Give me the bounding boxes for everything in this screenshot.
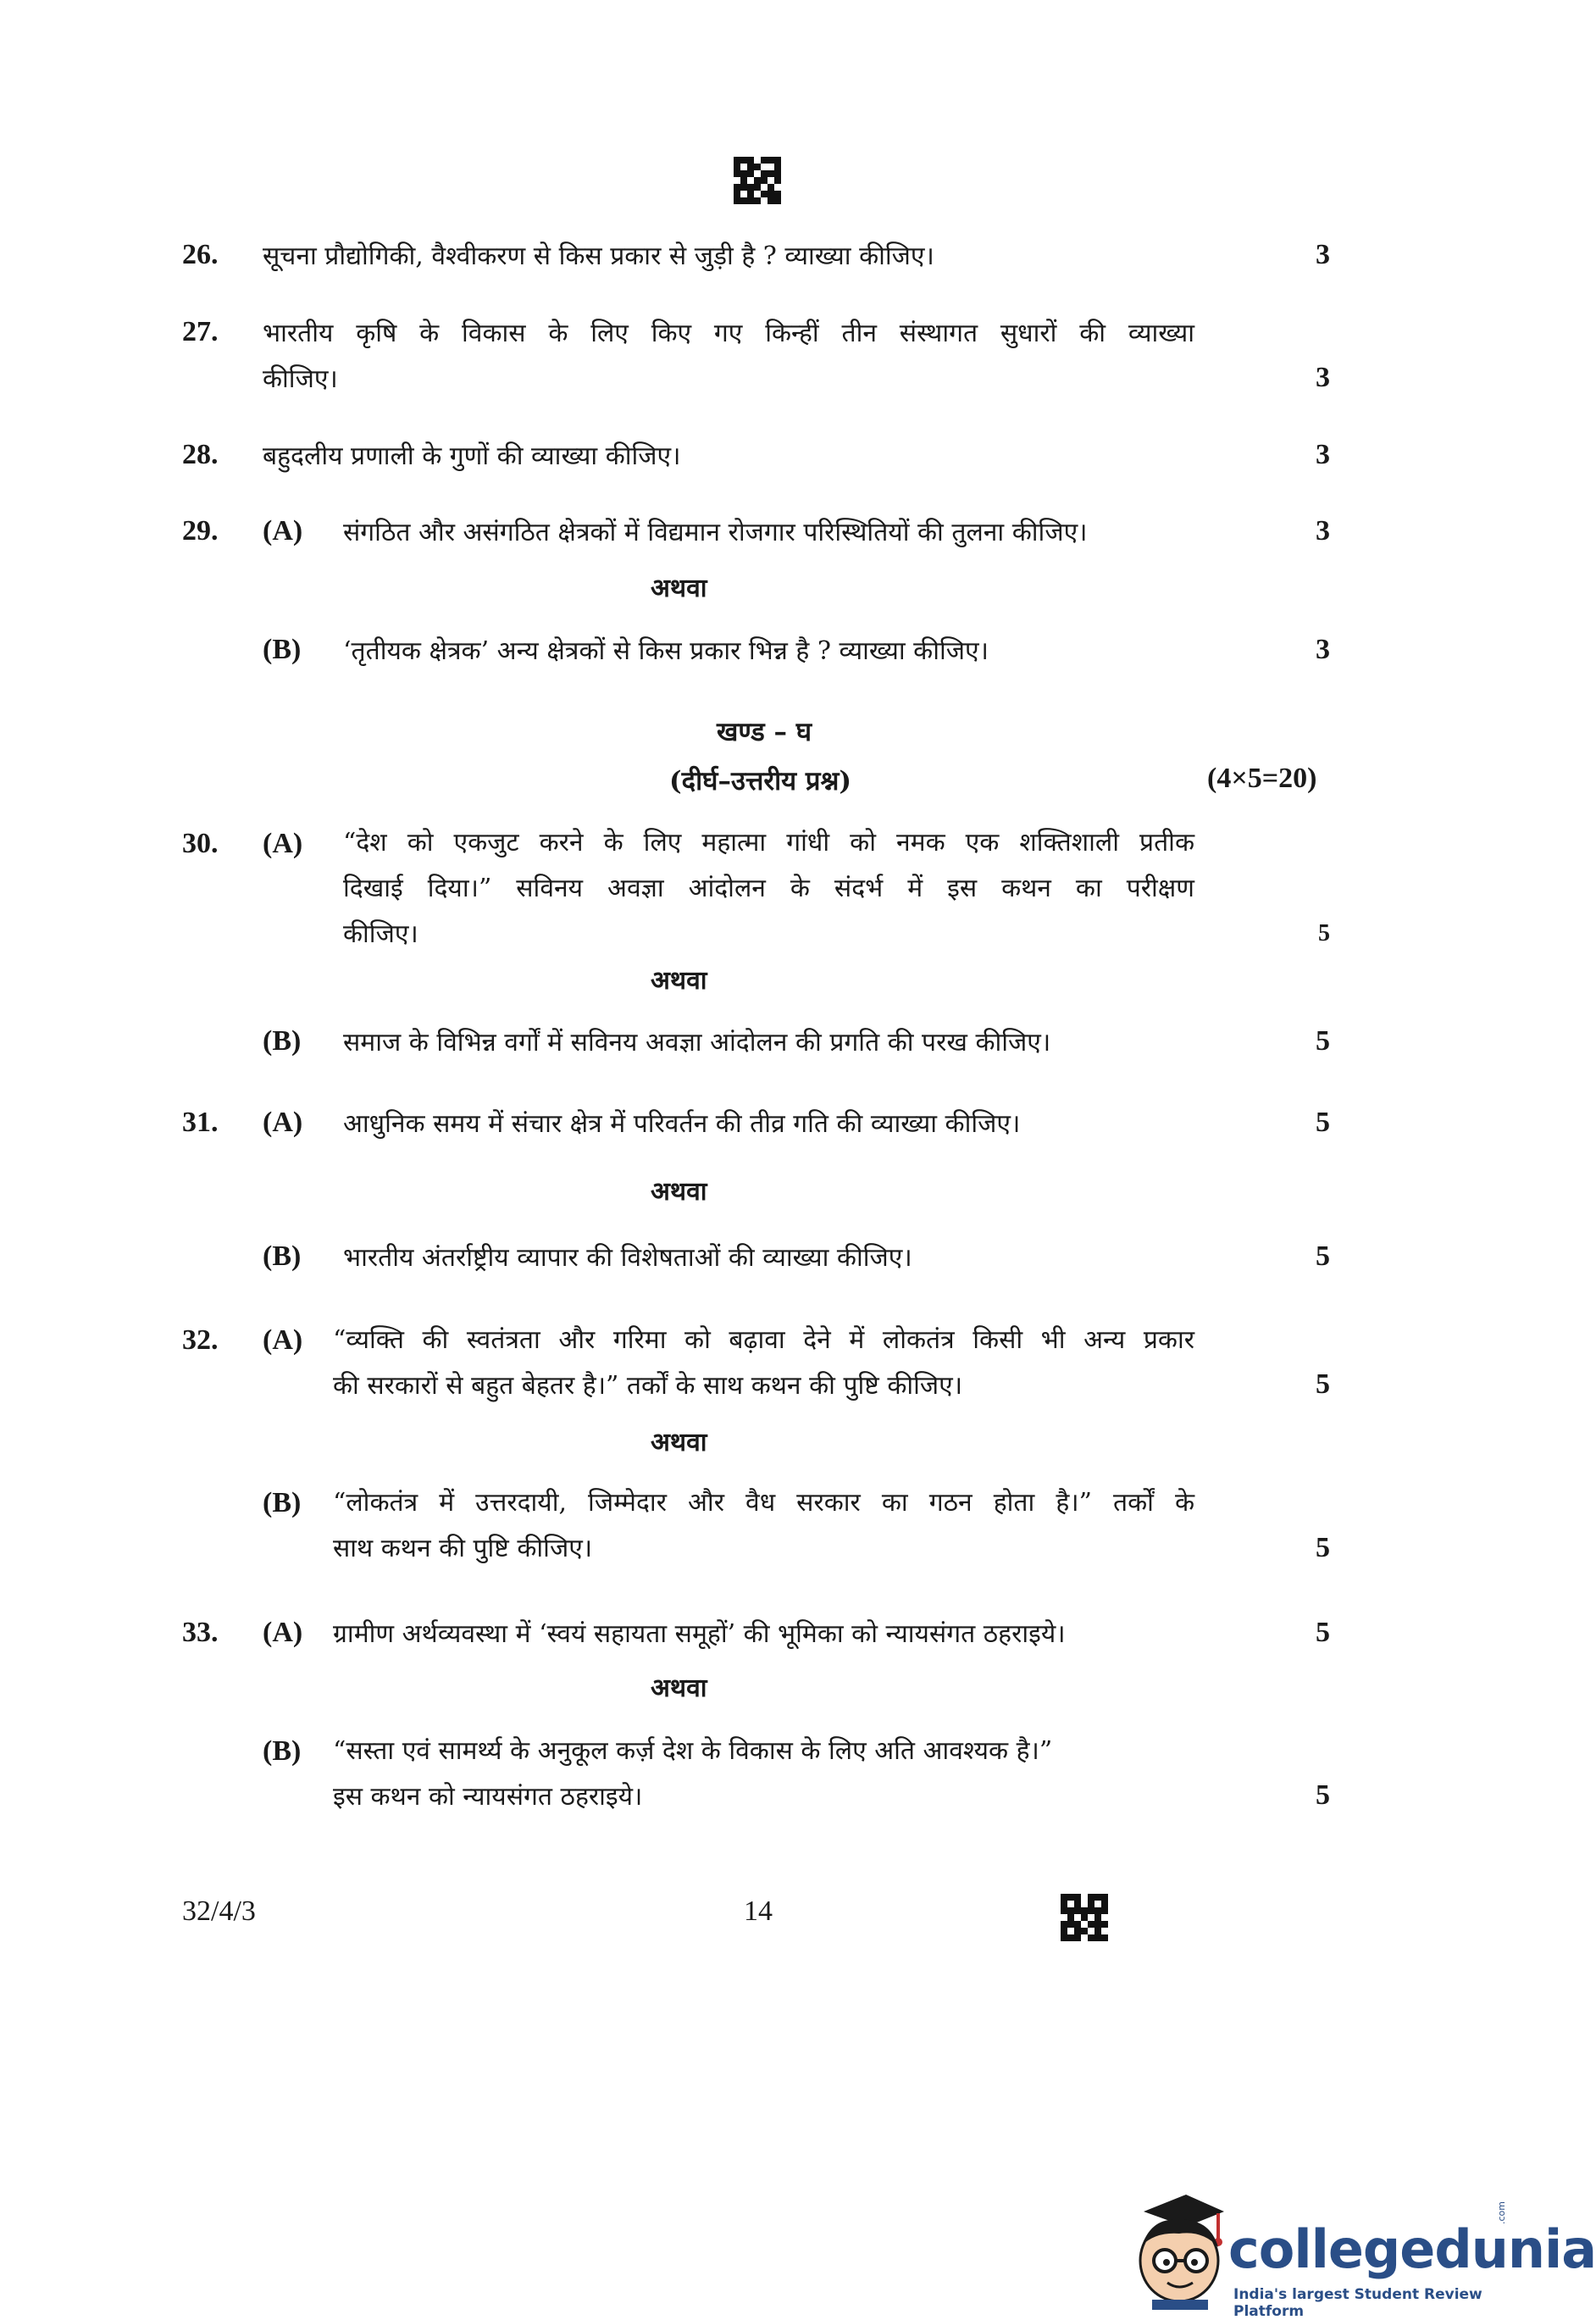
question-marks: 5 [1316,1779,1330,1811]
question-marks: 5 [1316,1617,1330,1648]
question-number: 33. [182,1617,219,1648]
question-marks: 5 [1316,1240,1330,1272]
or-separator: अथवा [651,574,707,603]
option-text [333,1318,1194,1409]
question-marks: 3 [1316,439,1330,470]
brand-logo [1118,2186,1228,2310]
option-text: ग्रामीण अर्थव्यवस्था में ‘स्वयं सहायता समूहों’ की भूमिका को न्यायसंगत ठहराइये। [333,1619,1066,1649]
or-separator: अथवा [651,1428,707,1457]
question-marks: 3 [1316,634,1330,665]
qr-code-top [734,157,781,204]
brand-domain: .com [1496,2201,1507,2224]
question-marks: 5 [1316,1107,1330,1138]
option-text-line: “लोकतंत्र में उत्तरदायी, जिम्मेदार और वैध सरकार का गठन होता है।” तर्कों के [333,1488,1194,1518]
option-text-line: इस कथन को न्यायसंगत ठहराइये। [333,1782,643,1812]
option-text: भारतीय अंतर्राष्ट्रीय व्यापार की विशेषताओं की व्याख्या कीजिए। [343,1243,912,1273]
question-marks: 3 [1316,239,1330,270]
question-number: 32. [182,1324,219,1356]
or-separator: अथवा [651,966,707,996]
option-text-line: दिखाई दिया।” सविनय अवज्ञा आंदोलन के संदर्भ में इस कथन का परीक्षण [343,874,1194,903]
question-marks: 5 [1316,1532,1330,1563]
page-number: 14 [744,1895,773,1927]
option-label: (A) [263,1617,303,1648]
option-text [333,1480,1194,1572]
option-text-line: साथ कथन की पुष्टि कीजिए। [333,1534,593,1563]
option-text: संगठित और असंगठित क्षेत्रकों में विद्यमान रोजगार परिस्थितियों की तुलना कीजिए। [343,518,1088,547]
option-label: (A) [263,1107,303,1138]
option-label: (B) [263,1025,302,1057]
option-text: समाज के विभिन्न वर्गों में सविनय अवज्ञा आंदोलन की प्रगति की परख कीजिए। [343,1028,1051,1057]
section-title: खण्ड – घ [717,717,812,747]
question-marks: 3 [1316,515,1330,547]
option-label: (B) [263,1240,302,1272]
question-text-line: भारतीय कृषि के विकास के लिए किए गए किन्हीं तीन संस्थागत सुधारों की व्याख्या [263,319,1194,348]
option-label: (B) [263,1735,302,1767]
question-text: बहुदलीय प्रणाली के गुणों की व्याख्या कीजिए। [263,441,681,471]
or-separator: अथवा [651,1177,707,1207]
option-text-line: “देश को एकजुट करने के लिए महात्मा गांधी को नमक एक शक्तिशाली प्रतीक [343,828,1194,858]
question-number: 27. [182,316,219,347]
or-separator: अथवा [651,1673,707,1703]
qr-code-bottom [1061,1894,1108,1941]
question-number: 29. [182,515,219,547]
question-marks: 5 [1316,1025,1330,1057]
option-text: आधुनिक समय में संचार क्षेत्र में परिवर्तन की तीव्र गति की व्याख्या कीजिए। [343,1109,1021,1139]
option-text: ‘तृतीयक क्षेत्रक’ अन्य क्षेत्रकों से किस प्रकार भिन्न है ? व्याख्या कीजिए। [343,636,989,666]
option-text-line: कीजिए। [343,919,418,949]
option-label: (A) [263,515,303,547]
question-number: 26. [182,239,219,270]
question-text-line: कीजिए। [263,364,338,394]
option-label: (A) [263,828,303,859]
question-text: सूचना प्रौद्योगिकी, वैश्वीकरण से किस प्रकार से जुड़ी है ? व्याख्या कीजिए। [263,241,934,271]
question-number: 28. [182,439,219,470]
option-text [333,1729,1194,1820]
option-text [343,820,1194,957]
option-text-line: “सस्ता एवं सामर्थ्य के अनुकूल कर्ज़ देश के विकास के लिए अति आवश्यक है।” [333,1736,1053,1766]
brand-name: collegedunia [1228,2218,1596,2280]
section-subtitle: (दीर्घ–उत्तरीय प्रश्न) [669,766,852,796]
brand-tagline: India's largest Student Review Platform [1233,2286,1482,2320]
option-text-line: “व्यक्ति की स्वतंत्रता और गरिमा को बढ़ावा देने में लोकतंत्र किसी भी अन्य प्रकार [333,1325,1194,1355]
option-label: (A) [263,1324,303,1356]
section-marks: (4×5=20) [1207,763,1317,794]
question-number: 31. [182,1107,219,1138]
question-marks: 5 [1316,1368,1330,1400]
option-label: (B) [263,1487,302,1518]
question-number: 30. [182,828,219,859]
question-marks: 5 [1318,920,1330,946]
mascot-icon [1118,2186,1228,2310]
option-label: (B) [263,634,302,665]
paper-code: 32/4/3 [182,1895,256,1927]
option-text-line: की सरकारों से बहुत बेहतर है।” तर्कों के साथ कथन की पुष्टि कीजिए। [333,1371,963,1401]
question-text [263,311,1194,402]
question-marks: 3 [1316,362,1330,393]
